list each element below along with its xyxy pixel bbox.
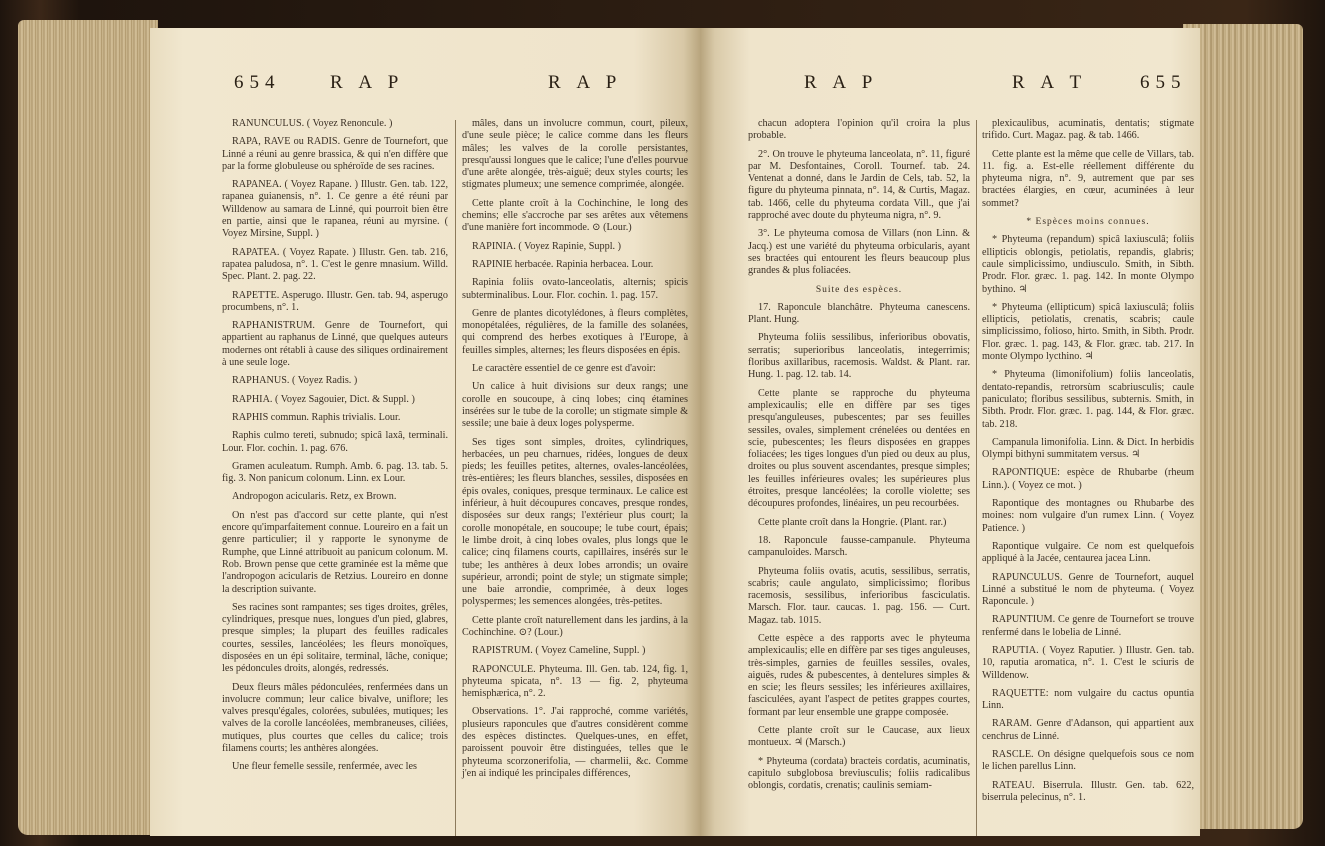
page-number: 655 [1140,72,1187,93]
entry: Deux fleurs mâles pédonculées, renfermées dans un involucre commun; leur calice bivalve, uniflore; les valves presqu'égales, colorées, subulées, mutiques; les valves de la corolle lancéolées, membraneuses, ciliées, mutiques, plus courtes que celles du calice; trois filamens courts; les anthères alongées. [222,681,448,755]
entry: RATEAU. Biserrula. Illustr. Gen. tab. 622, biserrula pelecinus, n°. 1. [982,779,1194,803]
entry: RAPA, RAVE ou RADIS. Genre de Tournefort, que Linné a réuni au genre brassica, & qui n'en diffère que par la forme globuleuse ou sphéroïde de ses racines. [222,136,448,172]
right-page-column-2 [982,118,1194,810]
entry: Cette plante croît dans la Hongrie. (Plant. rar.) [758,516,947,528]
entry: Le caractère essentiel de ce genre est d'avoir: [472,363,656,375]
entry: On n'est pas d'accord sur cette plante, qui n'est encore qu'imparfaitement connue. Loureiro en a fait un genre particulier; il y rapporte le synonyme de Rumphe, que Linné attribuoit au panicum colonum. M. Rob. Brown pense que cette graminée est la même que l'andropogon acicularis de Retzius. Loureiro en donne la description suivante. [222,509,448,595]
entry: 18. Raponcule fausse-campanule. Phyteuma campanuloides. Marsch. [748,534,970,559]
right-page-header [700,72,1200,98]
entry: Rapinia foliis ovato-lanceolatis, alternis; spicis subterminalibus. Lour. Flor. cochin. 1. pag. 157. [462,277,688,301]
entry: RAPONCULE. Phyteuma. Ill. Gen. tab. 124, fig. 1, phyteuma spicata, n°. 13 — fig. 2, phyteuma hemisphærica, n°. 2. [462,663,688,700]
entry: Ses racines sont rampantes; ses tiges droites, grêles, cylindriques, presque nues, longues d'un pied, glabres, presque simples; la plupart des feuilles radicales courtes, sessiles, lancéolées; les fleurs monoïques, disposées en un épi solitaire, terminal, lâche, conique; les pédoncules droits, alongés, redressés. [222,601,448,675]
entry: Cette plante croît sur le Caucase, aux lieux montueux. ♃ (Marsch.) [748,725,970,749]
entry: Cette plante se rapproche du phyteuma amplexicaulis; elle en diffère par ses tiges presqu'anguleuses, pubescentes; par ses feuilles sessiles, ovales, simplement crénelées ou dentées en scie, pubescentes; les fleurs disposées en grappes foliacées; les tiges longues d'un pied ou deux au plus, droites ou plus souvent ascendantes, presque simples; les feuilles inférieures ovales; les supérieures plus étroites, presque lancéolées; la corolle violette; ses découpures profondes, linéaires, un peu recourbées. [748,387,970,510]
entry: RAPANEA. ( Voyez Rapane. ) Illustr. Gen. tab. 122, rapanea guianensis, n°. 1. Ce genre a été réuni par Willdenow au samara de Linné, qui pourroit bien être en partie, ainsi que le rapanea, réuni au myrsine. ( Voyez Mirsine, Suppl. ) [222,179,448,240]
section-heading: * Espèces moins connues. [1026,217,1150,228]
column-rule [976,120,977,836]
left-page-column-2 [462,118,688,786]
entry: RAPUNTIUM. Ce genre de Tournefort se trouve renfermé dans le lobelia de Linné. [982,614,1194,638]
entry: Rapontique des montagnes ou Rhubarbe des moines: nom vulgaire d'un rumex Linn. ( Voyez Patience. ) [982,498,1194,534]
entry: RAPINIA. ( Voyez Rapinie, Suppl. ) [472,240,622,252]
entry: RASCLE. On désigne quelquefois sous ce nom le lichen parellus Linn. [982,749,1194,773]
entry: RAPHANISTRUM. Genre de Tournefort, qui appartient au raphanus de Linné, que quelques auteurs modernes ont rétabli à cause des siliques ordinairement à une seule loge. [222,320,448,369]
entry: RAPUNCULUS. Genre de Tournefort, auquel Linné a substitué le nom de phyteuma. ( Voyez Raponcule. ) [982,571,1194,608]
entry: RAQUETTE: nom vulgaire du cactus opuntia Linn. [982,687,1194,712]
entry: Une fleur femelle sessile, renfermée, avec les [232,761,417,773]
right-page-edges [1183,24,1303,829]
entry: Phyteuma foliis sessilibus, inferioribus obovatis, serratis; superioribus lanceolatis, integerrimis; floribus axillaribus, racemosis. Waldst. & Plant. rar. Hung. 1. pag. 12. tab. 14. [748,332,970,381]
entry: Rapontique vulgaire. Ce nom est quelquefois appliqué à la Jacée, centaurea jacea Linn. [982,540,1194,565]
entry: RAPHANUS. ( Voyez Radis. ) [232,375,358,387]
right-page [700,28,1200,836]
entry: Campanula limonifolia. Linn. & Dict. In herbidis Olympi bithyni summitatem versus. ♃ [982,436,1194,461]
entry: Cette espèce a des rapports avec le phyteuma amplexicaulis; elle en diffère par ses tiges anguleuses, très-simples, garnies de feuilles sessiles, ovales, aiguës, rudes & pubescentes, à dentelures simples & en scie; les fleurs sessiles; les inférieures axillaires, fasciculées, ayant l'aspect de petites grappes courtes, formant par leur ensemble une grappe composée. [748,632,970,718]
entry: Observations. 1°. J'ai rapproché, comme variétés, plusieurs raponcules que d'autres considèrent comme des espèces distinctes. Quelques-unes, en effet, paroissent pouvoir être distinguées, telles que le phyteuma scorzonerifolia, — charmelii, &c. Comme j'en ai indiqué les principales différences, [462,706,688,779]
left-page [150,28,700,836]
entry: RAPETTE. Asperugo. Illustr. Gen. tab. 94, asperugo procumbens, n°. 1. [222,289,448,313]
entry: RANUNCULUS. ( Voyez Renoncule. ) [232,118,393,129]
entry: Cette plante croît naturellement dans les jardins, à la Cochinchine. ⊙? (Lour.) [462,614,688,638]
entry: Cette plante croît à la Cochinchine, le long des chemins; elle s'accroche par ses arêtes aux vêtemens d'une manière fort incommode. ⊙ (Lour.) [462,197,688,234]
entry: RAPISTRUM. ( Voyez Cameline, Suppl. ) [472,645,646,657]
entry: Phyteuma foliis ovatis, acutis, sessilibus, serratis, scabris; caule angulato, simplicissimo; floribus racemosis, sessilibus, inferioribus fasciculatis. Marsch. Flor. taur. caucas. 1. pag. 156. — Curt. Magaz. tab. 1015. [748,565,970,626]
page-number: 654 [234,72,281,93]
entry: plexicaulibus, acuminatis, dentatis; stigmate trifido. Curt. Magaz. pag. & tab. 1466. [982,118,1194,142]
left-page-header [150,72,700,98]
entry: 3°. Le phyteuma comosa de Villars (non Linn. & Jacq.) est une variété du phyteuma orbicularis, ayant ses bractées qui entourent les fleurs beaucoup plus grandes & plus foliacées. [748,228,970,277]
entry: Gramen aculeatum. Rumph. Amb. 6. pag. 13. tab. 5. fig. 3. Non panicum colonum. Linn. ex Lour. [222,460,448,485]
right-page-column-1 [748,118,970,799]
entry: Genre de plantes dicotylédones, à fleurs complètes, monopétalées, régulières, de la famille des solanées, qui comprend des herbes exotiques à l'Europe, à feuilles simples, alternes; les fleurs disposées en épis. [462,307,688,356]
entry: mâles, dans un involucre commun, court, pileux, d'une seule pièce; le calice comme dans les fleurs mâles; les valves de la corolle persistantes, presqu'aussi longues que le calice; l'une d'elles pourvue d'une arête alongée, très-aiguë; deux styles courts; les stigmates plumeux; une semence comprimée, alongée. [462,118,688,191]
entry: chacun adoptera l'opinion qu'il croira la plus probable. [748,118,970,142]
left-page-column-1 [222,118,448,780]
entry: Ses tiges sont simples, droites, cylindriques, herbacées, un peu charnues, ridées, longues de deux pieds; les feuilles petites, alternes, ovales-lancéolées, très-entières; les fleurs blanches, sessiles, disposées en épis ovales, coniques, presque terminaux. Le calice est inférieur, à huit découpures concaves, presque rondes, disposées sur deux rangs; l'extérieur plus court; la corolle monopétale, en soucoupe; le tube court, épais; le limbe droit, à cinq lobes ovales, plus longs que le calice; cinq filamens courts, capillaires, insérés sur le tube; les anthères à deux lobes arrondis; un ovaire supérieur, arrondi; point de style; un stigmate simple; une baie arrondie, comprimée, à deux loges polyspermes; les semences alongées, très-petites. [462,436,688,608]
section-heading: Suite des espèces. [815,284,903,295]
entry: * Phyteuma (cordata) bracteis cordatis, acuminatis, capitulo subglobosa breviusculis; foliis radicalibus oblongis, cordatis, crenatis; caulinis semiam- [748,755,970,792]
entry: RAPHIA. ( Voyez Sagouier, Dict. & Suppl. ) [232,393,415,405]
entry: Un calice à huit divisions sur deux rangs; une corolle en soucoupe, à cinq lobes; cinq étamines insérées sur le tube de la corolle; un stigmate simple & sessile; une baie à deux loges polysperme. [462,381,688,430]
entry: 17. Raponcule blanchâtre. Phyteuma canescens. Plant. Hung. [748,301,970,326]
entry: Andropogon acicularis. Retz, ex Brown. [232,491,397,503]
entry: RAPUTIA. ( Voyez Raputier. ) Illustr. Gen. tab. 10, raputia aromatica, n°. 1. C'est le sciuris de Willdenow. [982,644,1194,681]
entry: RARAM. Genre d'Adanson, qui appartient aux cenchrus de Linné. [982,718,1194,742]
entry: RAPINIE herbacée. Rapinia herbacea. Lour. [472,258,654,270]
entry: RAPATEA. ( Voyez Rapate. ) Illustr. Gen. tab. 216, rapatea paludosa, n°. 1. C'est le genre mnasium. Willd. Spec. Plant. 2. pag. 22. [222,246,448,283]
running-head-right: R A P [548,72,623,93]
entry: * Phyteuma (repandum) spicâ laxiusculâ; foliis ellipticis oblongis, petiolatis, repandis, glabris; caule simplicissimo, undiusculo. Smith, in Sibth. Prodr. Flor. græc. 1. pag. 142. In monte Olympo bythino. ♃ [982,234,1194,295]
column-rule [455,120,456,836]
entry: Raphis culmo tereti, subnudo; spicâ laxâ, terminali. Lour. Flor. cochin. 1. pag. 676. [222,430,448,454]
entry: RAPHIS commun. Raphis trivialis. Lour. [232,411,401,423]
entry: * Phyteuma (limonifolium) foliis lanceolatis, dentato-repandis, retrorsùm scabriusculis; caule paniculato; floribus sessilibus, subternis. Smith, in Sibth. Prodr. Flor. græc. 1. pag. 144, & Flor. græc. tab. 218. [982,369,1194,430]
running-head-left: R A P [804,72,879,93]
entry: Cette plante est la même que celle de Villars, tab. 11. fig. a. Est-elle réellement différente du phyteuma nigra, n°. 9, autrement que par ses bractées élargies, en cœur, acuminées à leur sommet? [982,148,1194,209]
left-page-edges [18,20,158,835]
running-head-right: R A T [1012,72,1088,93]
entry: * Phyteuma (ellipticum) spicâ laxiusculâ; foliis ellipticis, petiolatis, crenatis, scabris; caule simplicissimo, folioso, hirto. Smith, in Sibth. Prodr. Flor. græc. 1. pag. 143, & Flor. græc. tab. 217. In monte Olympo lycthino. ♃ [982,301,1194,363]
running-head-left: R A P [330,72,405,93]
entry: RAPONTIQUE: espèce de Rhubarbe (rheum Linn.). ( Voyez ce mot. ) [982,467,1194,491]
entry: 2°. On trouve le phyteuma lanceolata, n°. 11, figuré par M. Desfontaines, Coroll. Tournef. tab. 24. Ventenat a donné, dans le Jardin de Cels, tab. 52, la figure du phyteuma pinnata, n°. 14, & Curtis, Magaz. tab. 1466, celle du phyteuma cordata Vill., que j'ai rapproché avec doute du phyteuma nigra, n°. 9. [748,148,970,222]
